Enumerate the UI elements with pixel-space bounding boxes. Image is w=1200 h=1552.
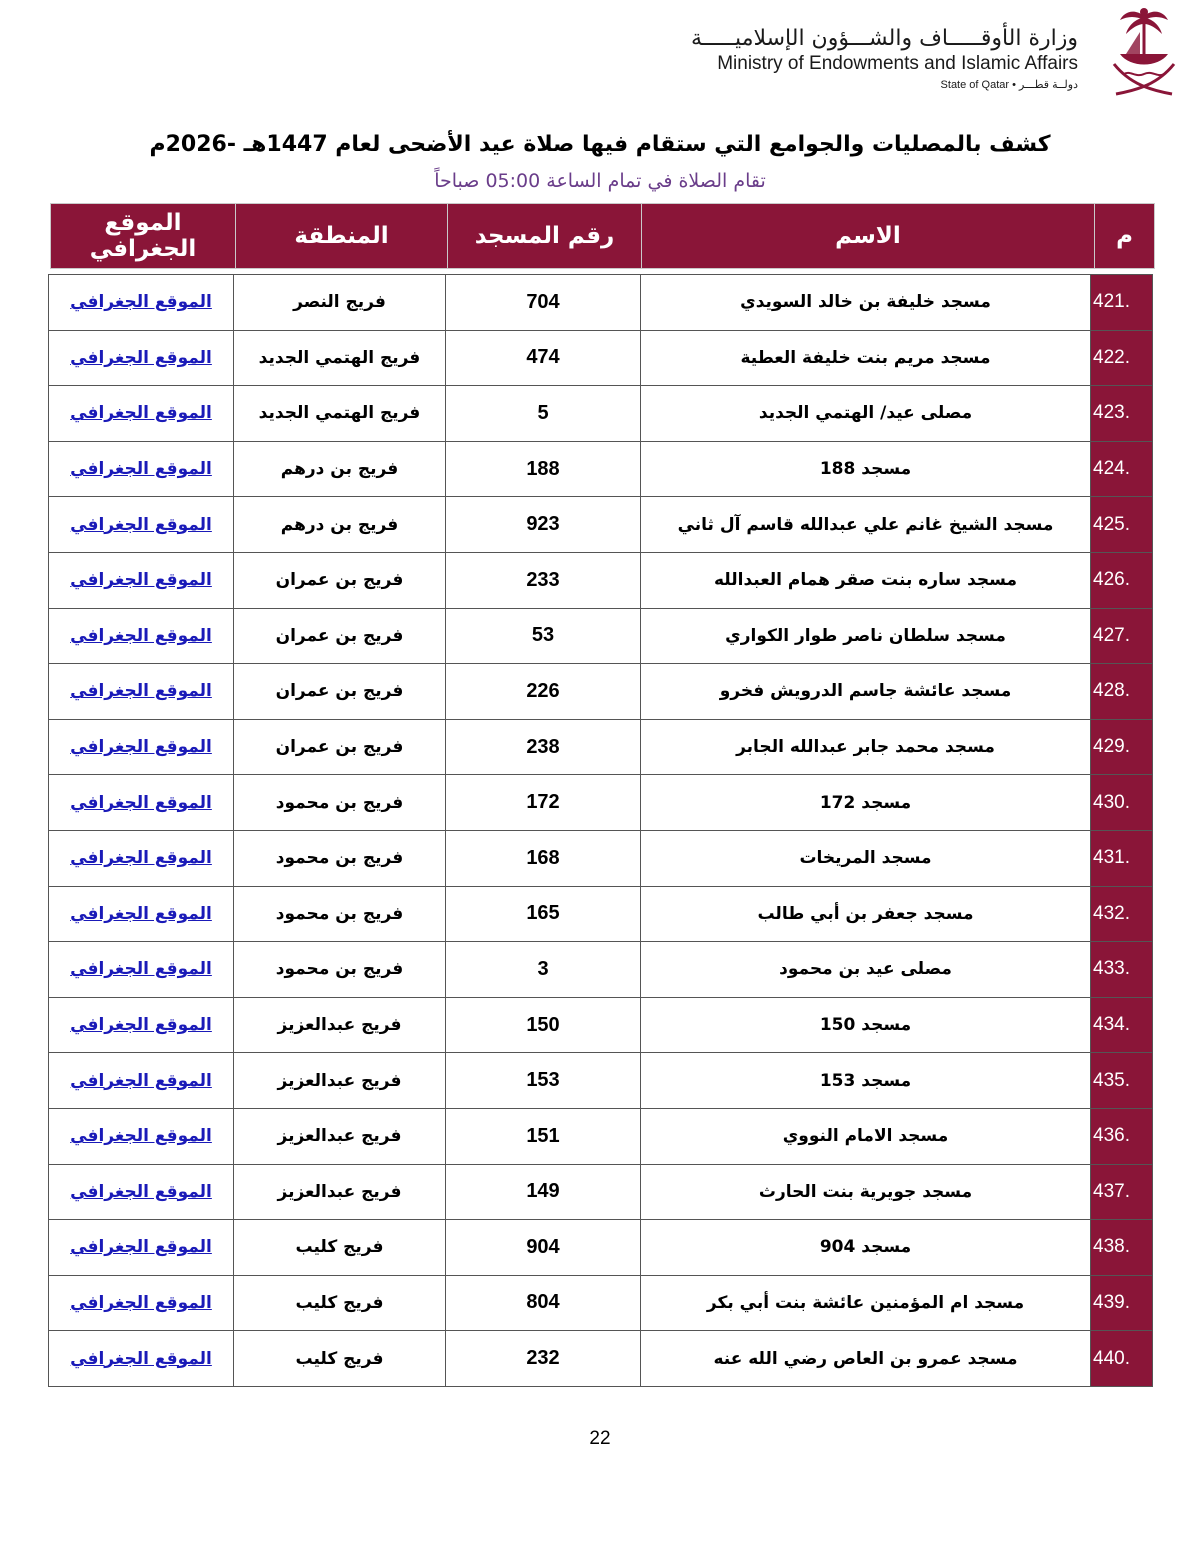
area-name: فريج عبدالعزيز — [234, 1164, 446, 1220]
area-name: فريج بن درهم — [234, 497, 446, 553]
location-cell — [49, 441, 234, 497]
row-number: .438 — [1091, 1220, 1153, 1276]
mosque-name: مصلى عيد/ الهتمي الجديد — [641, 386, 1091, 442]
mosque-name: مسجد المريخات — [641, 830, 1091, 886]
mosque-number: 3 — [446, 942, 641, 998]
table-row — [49, 497, 1153, 553]
table-row — [49, 664, 1153, 720]
area-name: فريج بن عمران — [234, 719, 446, 775]
location-link[interactable]: الموقع الجغرافي — [70, 1292, 212, 1313]
row-number: .425 — [1091, 497, 1153, 553]
mosque-name: مسجد 150 — [641, 997, 1091, 1053]
mosque-name: مسجد الشيخ غانم علي عبدالله قاسم آل ثاني — [641, 497, 1091, 553]
area-name: فريج كليب — [234, 1331, 446, 1387]
location-cell — [49, 1053, 234, 1109]
mosque-name: مصلى عيد بن محمود — [641, 942, 1091, 998]
location-cell — [49, 275, 234, 331]
table-row — [49, 997, 1153, 1053]
location-link[interactable]: الموقع الجغرافي — [70, 292, 212, 313]
area-name: فريج بن عمران — [234, 664, 446, 720]
mosque-name: مسجد ساره بنت صقر همام العبدالله — [641, 552, 1091, 608]
mosque-number: 238 — [446, 719, 641, 775]
area-name: فريج بن درهم — [234, 441, 446, 497]
state-separator-icon: • — [1012, 79, 1020, 91]
location-cell — [49, 1164, 234, 1220]
table-row — [49, 608, 1153, 664]
location-link[interactable]: الموقع الجغرافي — [70, 1348, 212, 1369]
header-area: المنطقة — [236, 204, 448, 269]
location-cell — [49, 830, 234, 886]
row-number: .435 — [1091, 1053, 1153, 1109]
location-cell — [49, 664, 234, 720]
row-number: .439 — [1091, 1275, 1153, 1331]
table-header — [50, 203, 1155, 269]
mosque-number: 188 — [446, 441, 641, 497]
mosque-number: 226 — [446, 664, 641, 720]
mosque-number: 172 — [446, 775, 641, 831]
location-link[interactable]: الموقع الجغرافي — [70, 1015, 212, 1036]
mosque-name: مسجد 904 — [641, 1220, 1091, 1276]
area-name: فريج عبدالعزيز — [234, 997, 446, 1053]
location-cell — [49, 1108, 234, 1164]
location-link[interactable]: الموقع الجغرافي — [70, 459, 212, 480]
location-cell — [49, 1275, 234, 1331]
area-name: فريج عبدالعزيز — [234, 1053, 446, 1109]
area-name: فريج بن محمود — [234, 886, 446, 942]
location-link[interactable]: الموقع الجغرافي — [70, 1126, 212, 1147]
mosque-name: مسجد جعفر بن أبي طالب — [641, 886, 1091, 942]
row-number: .423 — [1091, 386, 1153, 442]
row-number: .424 — [1091, 441, 1153, 497]
table-row — [49, 830, 1153, 886]
mosque-number: 151 — [446, 1108, 641, 1164]
ministry-name-ar: وزارة الأوقـــــاف والشـــؤون الإسلاميـــــة — [691, 26, 1078, 51]
row-number: .427 — [1091, 608, 1153, 664]
document-title: كشف بالمصليات والجوامع التي ستقام فيها صلاة عيد الأضحى لعام 1447هـ -2026م — [149, 132, 1051, 157]
location-cell — [49, 552, 234, 608]
row-number: .440 — [1091, 1331, 1153, 1387]
row-number: .437 — [1091, 1164, 1153, 1220]
mosque-name: مسجد 153 — [641, 1053, 1091, 1109]
location-link[interactable]: الموقع الجغرافي — [70, 737, 212, 758]
row-number: .421 — [1091, 275, 1153, 331]
table-row — [49, 1053, 1153, 1109]
table-body — [49, 275, 1153, 1387]
table-row — [49, 1108, 1153, 1164]
location-link[interactable]: الموقع الجغرافي — [70, 514, 212, 535]
row-number: .430 — [1091, 775, 1153, 831]
mosque-name: مسجد 172 — [641, 775, 1091, 831]
location-link[interactable]: الموقع الجغرافي — [70, 792, 212, 813]
ministry-block — [691, 26, 1078, 92]
area-name: فريج عبدالعزيز — [234, 1108, 446, 1164]
mosque-name: مسجد محمد جابر عبدالله الجابر — [641, 719, 1091, 775]
mosque-number: 233 — [446, 552, 641, 608]
mosque-name: مسجد خليفة بن خالد السويدي — [641, 275, 1091, 331]
location-cell — [49, 608, 234, 664]
row-number: .431 — [1091, 830, 1153, 886]
location-cell — [49, 1220, 234, 1276]
row-number: .436 — [1091, 1108, 1153, 1164]
area-name: فريج كليب — [234, 1275, 446, 1331]
location-cell — [49, 719, 234, 775]
header-mosque-no: رقم المسجد — [448, 204, 642, 269]
table-row — [49, 942, 1153, 998]
area-name: فريج بن عمران — [234, 552, 446, 608]
location-link[interactable]: الموقع الجغرافي — [70, 570, 212, 591]
location-link[interactable]: الموقع الجغرافي — [70, 1070, 212, 1091]
mosque-table — [48, 274, 1153, 1387]
header-location: الموقع الجغرافي — [51, 204, 236, 269]
location-link[interactable]: الموقع الجغرافي — [70, 403, 212, 424]
mosque-number: 5 — [446, 386, 641, 442]
table-row — [49, 1331, 1153, 1387]
area-name: فريج النصر — [234, 275, 446, 331]
area-name: فريج بن محمود — [234, 942, 446, 998]
row-number: .426 — [1091, 552, 1153, 608]
table-row — [49, 552, 1153, 608]
row-number: .428 — [1091, 664, 1153, 720]
mosque-number: 150 — [446, 997, 641, 1053]
mosque-number: 804 — [446, 1275, 641, 1331]
state-ar: دولــة قطـــر — [1019, 79, 1078, 91]
state-line — [691, 78, 1078, 92]
mosque-name: مسجد سلطان ناصر طوار الكواري — [641, 608, 1091, 664]
page-number: 22 — [589, 1428, 611, 1449]
header-num: م — [1095, 204, 1155, 269]
mosque-number: 153 — [446, 1053, 641, 1109]
location-link[interactable]: الموقع الجغرافي — [70, 625, 212, 646]
table-row — [49, 1220, 1153, 1276]
mosque-name: مسجد عائشة جاسم الدرويش فخرو — [641, 664, 1091, 720]
mosque-number: 904 — [446, 1220, 641, 1276]
location-link[interactable]: الموقع الجغرافي — [70, 1181, 212, 1202]
location-cell — [49, 1331, 234, 1387]
area-name: فريج الهتمي الجديد — [234, 330, 446, 386]
mosque-number: 474 — [446, 330, 641, 386]
mosque-number: 53 — [446, 608, 641, 664]
row-number: .422 — [1091, 330, 1153, 386]
table-row — [49, 1275, 1153, 1331]
mosque-name: مسجد مريم بنت خليفة العطية — [641, 330, 1091, 386]
qatar-emblem-icon — [1110, 4, 1178, 100]
location-link[interactable]: الموقع الجغرافي — [70, 848, 212, 869]
location-cell — [49, 497, 234, 553]
table-row — [49, 386, 1153, 442]
mosque-number: 168 — [446, 830, 641, 886]
ministry-name-en: Ministry of Endowments and Islamic Affairs — [717, 53, 1078, 74]
mosque-number: 923 — [446, 497, 641, 553]
area-name: فريج بن محمود — [234, 830, 446, 886]
table-row — [49, 275, 1153, 331]
area-name: فريج بن محمود — [234, 775, 446, 831]
location-cell — [49, 330, 234, 386]
table-row — [49, 775, 1153, 831]
location-link[interactable]: الموقع الجغرافي — [70, 903, 212, 924]
location-link[interactable]: الموقع الجغرافي — [70, 681, 212, 702]
row-number: .434 — [1091, 997, 1153, 1053]
mosque-name: مسجد الامام النووي — [641, 1108, 1091, 1164]
row-number: .432 — [1091, 886, 1153, 942]
state-en: State of Qatar — [940, 79, 1010, 91]
mosque-number: 232 — [446, 1331, 641, 1387]
location-cell — [49, 386, 234, 442]
mosque-name: مسجد ام المؤمنين عائشة بنت أبي بكر — [641, 1275, 1091, 1331]
table-row — [49, 886, 1153, 942]
area-name: فريج بن عمران — [234, 608, 446, 664]
table-row — [49, 1164, 1153, 1220]
location-link[interactable]: الموقع الجغرافي — [70, 347, 212, 368]
table-row — [49, 330, 1153, 386]
location-link[interactable]: الموقع الجغرافي — [70, 1237, 212, 1258]
table-row — [49, 441, 1153, 497]
location-link[interactable]: الموقع الجغرافي — [70, 959, 212, 980]
mosque-name: مسجد عمرو بن العاص رضي الله عنه — [641, 1331, 1091, 1387]
mosque-number: 149 — [446, 1164, 641, 1220]
location-cell — [49, 775, 234, 831]
mosque-name: مسجد جويرية بنت الحارث — [641, 1164, 1091, 1220]
location-cell — [49, 886, 234, 942]
document-subtitle: تقام الصلاة في تمام الساعة 05:00 صباحاً — [434, 170, 766, 192]
location-cell — [49, 942, 234, 998]
location-cell — [49, 997, 234, 1053]
area-name: فريج الهتمي الجديد — [234, 386, 446, 442]
area-name: فريج كليب — [234, 1220, 446, 1276]
mosque-name: مسجد 188 — [641, 441, 1091, 497]
mosque-number: 704 — [446, 275, 641, 331]
page-header — [0, 0, 1200, 110]
mosque-number: 165 — [446, 886, 641, 942]
header-name: الاسم — [642, 204, 1095, 269]
row-number: .429 — [1091, 719, 1153, 775]
row-number: .433 — [1091, 942, 1153, 998]
table-row — [49, 719, 1153, 775]
